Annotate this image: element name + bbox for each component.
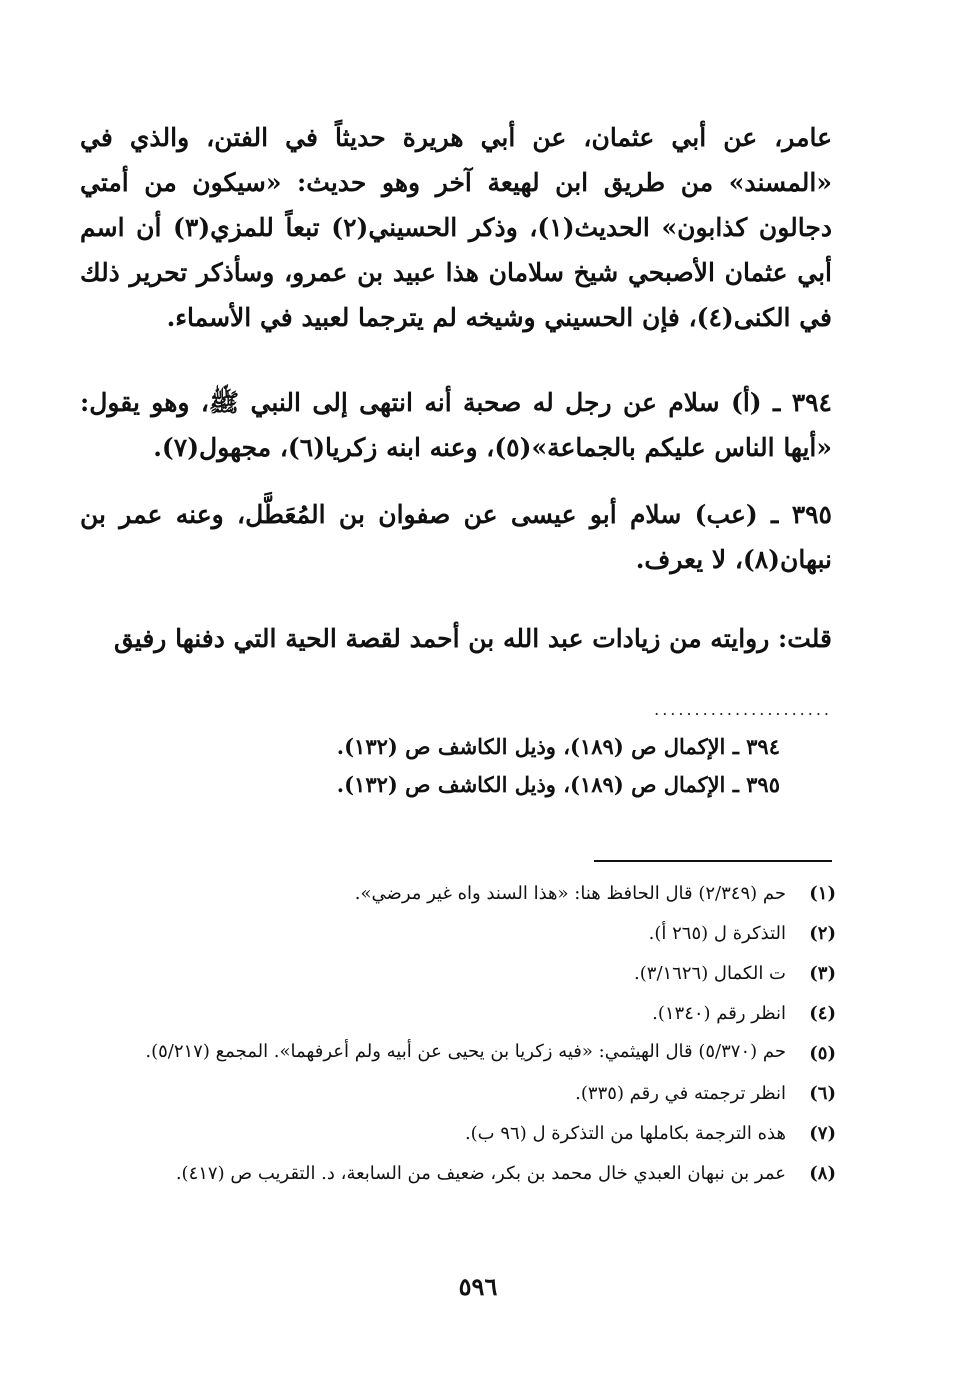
footnote-number: (١) (809, 883, 836, 904)
entry-text: ٣٩٤ ـ (أ) سلام عن رجل له صحبة أنه انتهى إلى النبي ﷺ، وهو يقول: «أيها الناس عليكم بالجماعة»(٥)، وعنه ابنه زكريا(٦)، مجهول(٧). (80, 388, 832, 462)
footnote-number: (٤) (809, 1003, 836, 1024)
footnote-number: (٥) (809, 1043, 836, 1064)
footnote-2 (80, 914, 836, 954)
footnote-text: انظر رقم (١٣٤٠). (652, 1003, 786, 1024)
footnote-divider (594, 860, 832, 862)
footnotes-block (80, 874, 836, 1194)
reference-line-394: ٣٩٤ ـ الإكمال ص (١٨٩)، وذيل الكاشف ص (١٣٢). (336, 734, 780, 759)
footnote-text: حم (٥/٣٧٠) قال الهيثمي: «فيه زكريا بن يحيى عن أبيه ولم أعرفهما». المجمع (٥/٢١٧). (145, 1041, 786, 1062)
footnote-1 (80, 874, 836, 914)
footnote-text: التذكرة ل (٢٦٥ أ). (648, 923, 786, 944)
entry-395 (80, 492, 832, 582)
footnote-text: ت الكمال (٣/١٦٢٦). (634, 963, 786, 984)
references-block (200, 728, 780, 804)
entry-394 (80, 380, 832, 470)
dotted-separator: ...................... (654, 700, 832, 719)
footnote-text: هذه الترجمة بكاملها من التذكرة ل (٩٦ ب). (464, 1123, 786, 1144)
footnote-text: عمر بن نبهان العبدي خال محمد بن بكر، ضعيف من السابعة، د. التقريب ص (٤١٧). (175, 1163, 786, 1184)
footnote-number: (٨) (809, 1163, 836, 1184)
footnote-number: (٧) (809, 1123, 836, 1144)
footnote-text: انظر ترجمته في رقم (٣٣٥). (575, 1083, 786, 1104)
footnote-5 (80, 1034, 836, 1074)
footnote-7 (80, 1114, 836, 1154)
entry-text: ٣٩٥ ـ (عب) سلام أبو عيسى عن صفوان بن المُعَطَّل، وعنه عمر بن نبهان(٨)، لا يعرف. (80, 500, 832, 574)
footnote-4 (80, 994, 836, 1034)
footnote-number: (٦) (809, 1083, 836, 1104)
editor-note (80, 616, 832, 661)
body-paragraph-intro (80, 115, 832, 340)
note-text: قلت: روايته من زيادات عبد الله بن أحمد لقصة الحية التي دفنها رفيق (113, 624, 832, 653)
footnote-number: (٣) (809, 963, 836, 984)
footnote-3 (80, 954, 836, 994)
footnote-8 (80, 1154, 836, 1194)
page-number: ٥٩٦ (458, 1272, 498, 1301)
paragraph-text: عامر، عن أبي عثمان، عن أبي هريرة حديثاً في الفتن، والذي في «المسند» من طريق ابن لهيعة آخر وهو حديث: «سيكون من أمتي دجالون كذابون» الحديث(١)، وذكر الحسيني(٢) تبعاً للمزي(٣) أن اسم أبي عثمان الأصبحي شيخ سلامان هذا عبيد بن عمرو، وسأذكر تحرير ذلك في الكنى(٤)، فإن الحسيني وشيخه لم يترجما لعبيد في الأسماء. (80, 123, 832, 332)
footnote-6 (80, 1074, 836, 1114)
footnote-number: (٢) (809, 923, 836, 944)
reference-line-395: ٣٩٥ ـ الإكمال ص (١٨٩)، وذيل الكاشف ص (١٣٢). (336, 772, 780, 797)
footnote-text: حم (٢/٣٤٩) قال الحافظ هنا: «هذا السند واه غير مرضي». (354, 883, 786, 904)
